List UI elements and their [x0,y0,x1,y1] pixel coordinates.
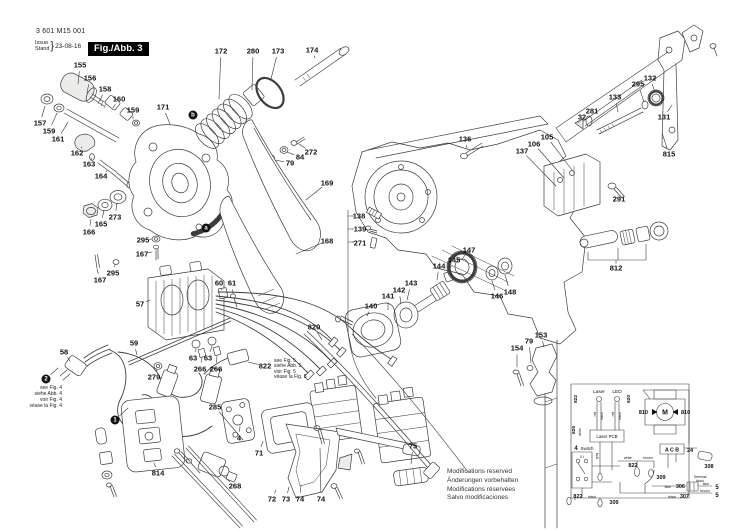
schematic-label: 822 [574,394,579,404]
part-callout-142: 142 [392,285,406,295]
part-callout-148: 148 [503,287,517,297]
part-callout-164: 164 [94,171,108,181]
part-callout-146: 146 [490,291,504,301]
schematic-label: 309 [609,500,619,506]
schematic-label: Laser PCB [596,434,618,439]
part-callout-160: 160 [112,94,126,104]
issue-label: Issue [35,40,49,46]
part-callout-60: 60 [214,278,224,288]
part-callout-281: 281 [585,106,599,116]
part-callout-132: 132 [643,73,657,83]
schematic-label: 0-I [579,455,585,459]
schematic-label: 4 [574,446,578,452]
part-callout-166: 166 [82,227,96,237]
part-callout-814: 814 [151,468,165,478]
part-callout-71: 71 [254,448,264,458]
part-callout-139: 139 [353,224,367,234]
part-callout-141: 141 [381,291,395,301]
schematic-label: blue [664,485,671,489]
schematic-label: block [696,479,704,483]
figure-label: Fig./Abb. 3 [88,42,149,56]
part-callout-285: 285 [208,402,222,412]
part-callout-73: 73 [281,494,291,504]
part-callout-159: 159 [42,126,56,136]
schematic-label: LED [612,390,622,395]
schematic-label: A C B [665,447,679,454]
schematic-label: 308 [704,464,714,470]
part-callout-266: 266 [209,364,223,374]
schematic-label: 822 [628,463,638,469]
part-callout-138: 138 [352,211,366,221]
part-callout-137: 137 [515,146,529,156]
part-callout-295: 295 [631,79,645,89]
part-callout-144: 144 [432,261,446,271]
schematic-label: grey [595,452,599,460]
schematic-label: black [618,412,622,420]
part-callout-158: 158 [98,84,112,94]
detail-marker-2: 2 [42,375,51,384]
part-callout-272: 272 [304,147,318,157]
issue-brace: } [50,40,55,52]
detail-marker-a: a [202,224,211,233]
part-callout-822: 822 [258,361,272,371]
part-callout-812: 812 [609,263,623,273]
part-callout-162: 162 [70,148,84,158]
part-callout-79: 79 [285,158,295,168]
part-callout-106: 106 [527,139,541,149]
part-callout-131: 131 [657,112,671,122]
part-callout-59: 59 [129,338,139,348]
see-fig4-note: see Fig. 4 siehe Abb. 4 voir Fig. 4 véase la Fig. 4 [29,385,62,409]
schematic-label: white [578,428,582,436]
part-callout-63: 63 [203,353,213,363]
part-callout-143: 143 [404,278,418,288]
part-callout-155: 155 [73,60,87,70]
stand-label: Stand [35,46,50,52]
part-callout-156: 156 [83,73,97,83]
detail-marker-b: b [189,111,198,120]
part-callout-295: 295 [136,235,150,245]
schematic-label: M [662,409,668,417]
part-callout-58: 58 [59,347,69,357]
schematic-label: 5 [715,493,719,499]
part-callout-163: 163 [82,159,96,169]
schematic-label: Switch [580,446,594,451]
schematic-label: black [600,412,604,420]
gear-housing-drawing [129,125,232,240]
schematic-label: Laser [593,390,605,395]
part-callout-291: 291 [612,194,626,204]
schematic-label: black [668,495,676,499]
part-callout-161: 161 [51,134,65,144]
part-callout-32: 32 [577,112,587,122]
part-callout-268: 268 [228,481,242,491]
part-callout-820: 820 [307,322,321,332]
schematic-label: 822 [573,494,583,500]
part-number: 3 601 M15 001 [36,28,86,35]
schematic-label: blue [702,482,710,486]
schematic-label: 306 [675,484,685,490]
part-callout-172: 172 [214,46,228,56]
part-callout-815: 815 [662,149,676,159]
part-callout-167: 167 [93,275,107,285]
schematic-label: brown [643,456,653,460]
schematic-label: 24 [687,448,694,454]
part-callout-173: 173 [271,46,285,56]
schematic-label: 5 [715,485,719,491]
part-callout-84: 84 [295,152,305,162]
part-callout-145: 145 [447,255,461,265]
part-callout-174: 174 [305,45,319,55]
part-callout-271: 271 [353,238,367,248]
schematic-label: 309 [656,475,666,481]
part-callout-147: 147 [462,245,476,255]
schematic-label: 307 [679,494,689,500]
part-callout-136: 136 [458,134,472,144]
part-callout-63: 63 [188,353,198,363]
detail-marker-1: 1 [111,416,120,425]
modifications-note: Modifications reserved Änderungen vorbehalten Modifications réservées Salvo modificaciones [447,468,519,502]
part-callout-279: 279 [147,372,161,382]
part-callout-266: 266 [193,364,207,374]
schematic-label: 810 [681,410,691,416]
part-callout-72: 72 [267,494,277,504]
see-fig5-note: see Fig. 5 siehe Abb. 5 voir Fig. 5 véase la Fig. 5 [274,358,307,381]
part-callout-4: 4 [236,433,242,443]
schematic-label: red [593,411,597,417]
part-callout-169: 169 [320,178,334,188]
schematic-label: brown [700,489,710,493]
part-callout-74: 74 [316,494,326,504]
part-callout-157: 157 [33,118,47,128]
schematic-label: 826 [572,425,577,435]
part-callout-280: 280 [246,46,260,56]
part-callout-168: 168 [320,236,334,246]
part-callout-75: 75 [408,441,418,451]
part-callout-133: 133 [608,92,622,102]
spring-assembly-drawing [191,45,350,161]
issue-date: 23-08-16 [55,42,82,50]
schematic-label: 820 [627,394,632,404]
part-callout-154: 154 [510,343,524,353]
part-callout-165: 165 [94,219,108,229]
schematic-label: 810 [638,410,648,416]
part-callout-105: 105 [540,132,554,142]
schematic-label: Terminal [693,475,707,479]
part-callout-153: 153 [534,330,548,340]
part-callout-171: 171 [156,102,170,112]
part-callout-57: 57 [135,299,145,309]
schematic-label: white [624,456,632,460]
part-callout-140: 140 [364,301,378,311]
part-callout-79: 79 [524,336,534,346]
part-callout-295: 295 [106,268,120,278]
part-callout-273: 273 [108,212,122,222]
part-callout-167: 167 [135,249,149,259]
schematic-label: red [611,411,615,417]
part-callout-61: 61 [227,278,237,288]
part-callout-159: 159 [126,105,140,115]
part-callout-74: 74 [295,494,305,504]
schematic-label: black [588,495,596,499]
